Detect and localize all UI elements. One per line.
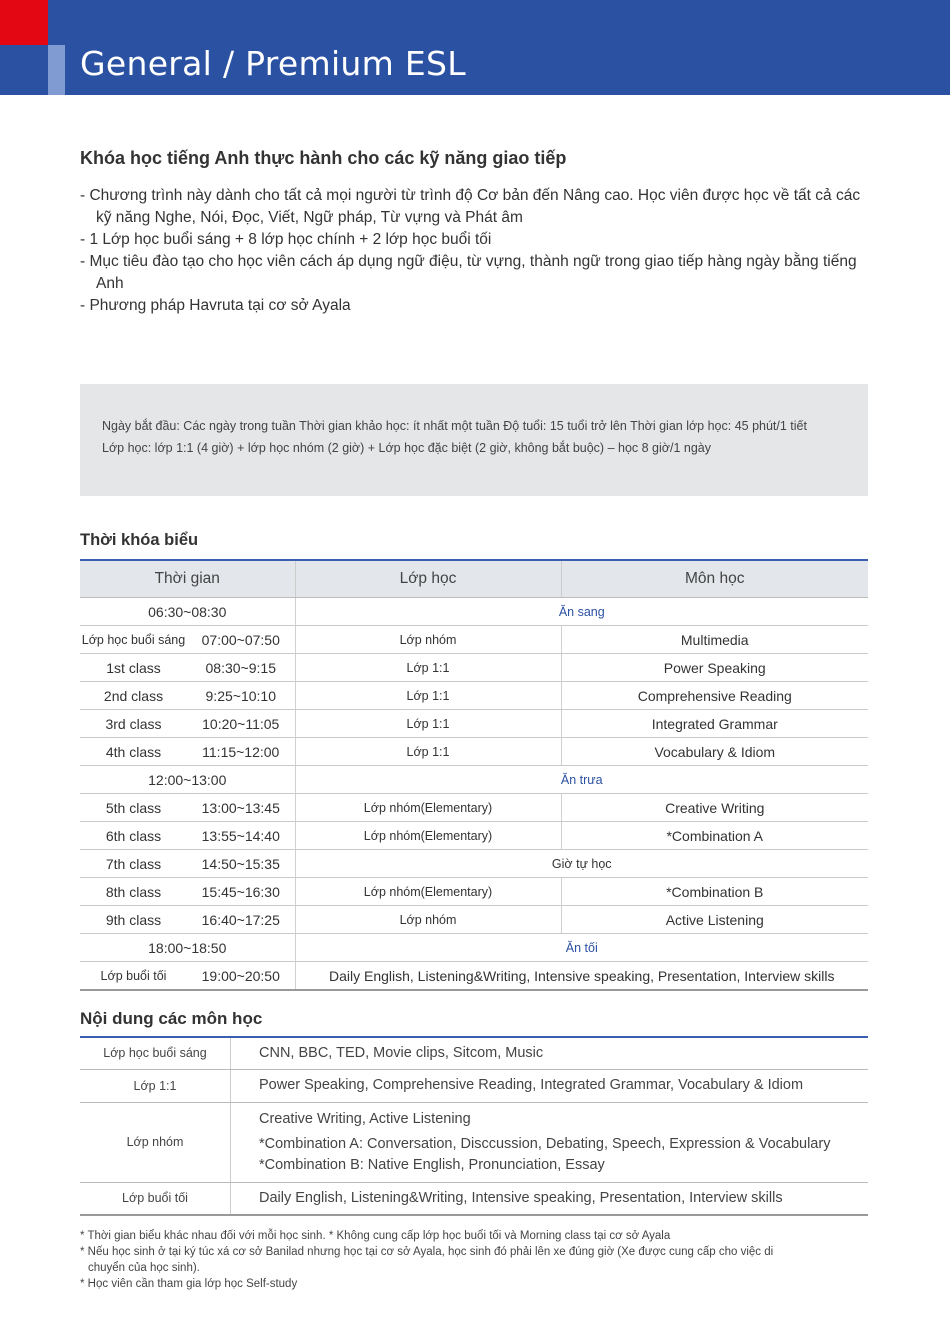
period-label: 2nd class <box>80 682 187 710</box>
table-row <box>80 1102 868 1182</box>
red-corner-block <box>0 0 48 45</box>
column-header-subject: Môn học <box>561 560 868 598</box>
time-cell: 19:00~20:50 <box>187 962 295 991</box>
table-row <box>80 654 868 682</box>
period-label: Lớp buổi tối <box>80 962 187 991</box>
time-cell: 13:00~13:45 <box>187 794 295 822</box>
subject-cell: Creative Writing <box>561 794 868 822</box>
intro-list <box>80 185 870 317</box>
table-row <box>80 1037 868 1069</box>
time-cell: 07:00~07:50 <box>187 626 295 654</box>
course-info-box <box>80 384 868 496</box>
subject-cell: Active Listening <box>561 906 868 934</box>
subject-cell: Power Speaking <box>561 654 868 682</box>
content-value: Daily English, Listening&Writing, Intensive speaking, Presentation, Interview skills <box>231 1182 869 1215</box>
title-accent-bar <box>48 45 65 95</box>
page-header <box>0 0 950 95</box>
table-row <box>80 878 868 906</box>
intro-bullet: - Phương pháp Havruta tại cơ sở Ayala <box>80 295 870 317</box>
class-cell: Lớp nhóm <box>295 626 561 654</box>
period-label: 9th class <box>80 906 187 934</box>
table-row <box>80 1069 868 1102</box>
table-row <box>80 766 868 794</box>
info-line: Ngày bắt đầu: Các ngày trong tuần Thời gian khảo học: ít nhất một tuần Độ tuổi: 15 tuổi trở lên Thời gian lớp học: 45 phút/1 tiết <box>102 419 807 433</box>
meal-cell: Ăn sang <box>295 598 868 626</box>
period-label: 1st class <box>80 654 187 682</box>
time-cell: 13:55~14:40 <box>187 822 295 850</box>
intro-bullet: - Mục tiêu đào tạo cho học viên cách áp dụng ngữ điệu, từ vựng, thành ngữ trong giao tiếp hàng ngày bằng tiếng Anh <box>80 251 870 295</box>
footnote: * Nếu học sinh ở tại ký túc xá cơ sở Banilad nhưng học tại cơ sở Ayala, học sinh đó phải lên xe đúng giờ (Xe được cung cấp cho việc di chuyển của học sinh). <box>80 1246 774 1274</box>
content-value-group <box>231 1102 869 1182</box>
self-study-cell: Giờ tự học <box>295 850 868 878</box>
content-value: CNN, BBC, TED, Movie clips, Sitcom, Music <box>231 1037 869 1069</box>
content-value: *Combination A: Conversation, Disccussion, Debating, Speech, Expression & Vocabulary <box>259 1135 831 1152</box>
time-cell: 15:45~16:30 <box>187 878 295 906</box>
column-header-class: Lớp học <box>295 560 561 598</box>
period-label: Lớp học buổi sáng <box>80 626 187 654</box>
class-cell: Lớp 1:1 <box>295 654 561 682</box>
table-row <box>80 626 868 654</box>
class-cell: Lớp 1:1 <box>295 710 561 738</box>
content-heading: Nội dung các môn học <box>80 1009 263 1028</box>
time-cell: 18:00~18:50 <box>80 934 295 962</box>
schedule-table <box>80 559 868 991</box>
meal-cell: Ăn tối <box>295 934 868 962</box>
footnotes <box>80 1228 800 1292</box>
content-value: *Combination B: Native English, Pronunciation, Essay <box>259 1156 605 1173</box>
table-row <box>80 1182 868 1215</box>
time-cell: 06:30~08:30 <box>80 598 295 626</box>
table-row <box>80 934 868 962</box>
table-row <box>80 850 868 878</box>
time-cell: 11:15~12:00 <box>187 738 295 766</box>
period-label: 6th class <box>80 822 187 850</box>
time-cell: 16:40~17:25 <box>187 906 295 934</box>
content-label: Lớp học buổi sáng <box>80 1037 231 1069</box>
course-content-table <box>80 1036 868 1216</box>
table-row <box>80 738 868 766</box>
subject-cell: Comprehensive Reading <box>561 682 868 710</box>
time-cell: 12:00~13:00 <box>80 766 295 794</box>
meal-cell: Ăn trưa <box>295 766 868 794</box>
subject-cell: *Combination B <box>561 878 868 906</box>
period-label: 5th class <box>80 794 187 822</box>
table-row <box>80 822 868 850</box>
class-cell: Lớp nhóm(Elementary) <box>295 878 561 906</box>
subject-cell: *Combination A <box>561 822 868 850</box>
content-value: Creative Writing, Active Listening <box>259 1110 471 1127</box>
intro-heading: Khóa học tiếng Anh thực hành cho các kỹ năng giao tiếp <box>80 148 567 168</box>
content-label: Lớp nhóm <box>80 1102 231 1182</box>
time-cell: 08:30~9:15 <box>187 654 295 682</box>
period-label: 7th class <box>80 850 187 878</box>
class-cell: Lớp nhóm(Elementary) <box>295 822 561 850</box>
subject-cell: Integrated Grammar <box>561 710 868 738</box>
table-row <box>80 906 868 934</box>
subject-cell: Vocabulary & Idiom <box>561 738 868 766</box>
info-line: Lớp học: lớp 1:1 (4 giờ) + lớp học nhóm (2 giờ) + Lớp học đặc biệt (2 giờ, không bắt buộc) – học 8 giờ/1 ngày <box>102 441 711 455</box>
time-cell: 14:50~15:35 <box>187 850 295 878</box>
table-row <box>80 962 868 991</box>
page-title: General / Premium ESL <box>80 44 466 83</box>
intro-bullet: - Chương trình này dành cho tất cả mọi người từ trình độ Cơ bản đến Nâng cao. Học viên được học về tất cả các kỹ năng Nghe, Nói, Đọc, Viết, Ngữ pháp, Từ vựng và Phát âm <box>80 185 870 229</box>
column-header-time: Thời gian <box>80 560 295 598</box>
content-label: Lớp buổi tối <box>80 1182 231 1215</box>
footnote: * Thời gian biểu khác nhau đối với mỗi học sinh. * Không cung cấp lớp học buổi tối và Morning class tại cơ sở Ayala <box>80 1230 671 1242</box>
class-cell: Lớp nhóm <box>295 906 561 934</box>
schedule-heading: Thời khóa biểu <box>80 531 199 549</box>
footnote: * Học viên cần tham gia lớp học Self-study <box>80 1278 298 1290</box>
table-row <box>80 710 868 738</box>
class-cell: Lớp 1:1 <box>295 682 561 710</box>
subject-cell: Multimedia <box>561 626 868 654</box>
content-value: Power Speaking, Comprehensive Reading, Integrated Grammar, Vocabulary & Idiom <box>231 1069 869 1102</box>
time-cell: 10:20~11:05 <box>187 710 295 738</box>
class-cell: Lớp 1:1 <box>295 738 561 766</box>
period-label: 3rd class <box>80 710 187 738</box>
period-label: 8th class <box>80 878 187 906</box>
period-label: 4th class <box>80 738 187 766</box>
class-cell: Lớp nhóm(Elementary) <box>295 794 561 822</box>
evening-subjects-cell: Daily English, Listening&Writing, Intensive speaking, Presentation, Interview skills <box>295 962 868 991</box>
table-row <box>80 682 868 710</box>
intro-bullet: - 1 Lớp học buổi sáng + 8 lớp học chính + 2 lớp học buổi tối <box>80 229 870 251</box>
table-row <box>80 598 868 626</box>
content-label: Lớp 1:1 <box>80 1069 231 1102</box>
table-row <box>80 794 868 822</box>
time-cell: 9:25~10:10 <box>187 682 295 710</box>
